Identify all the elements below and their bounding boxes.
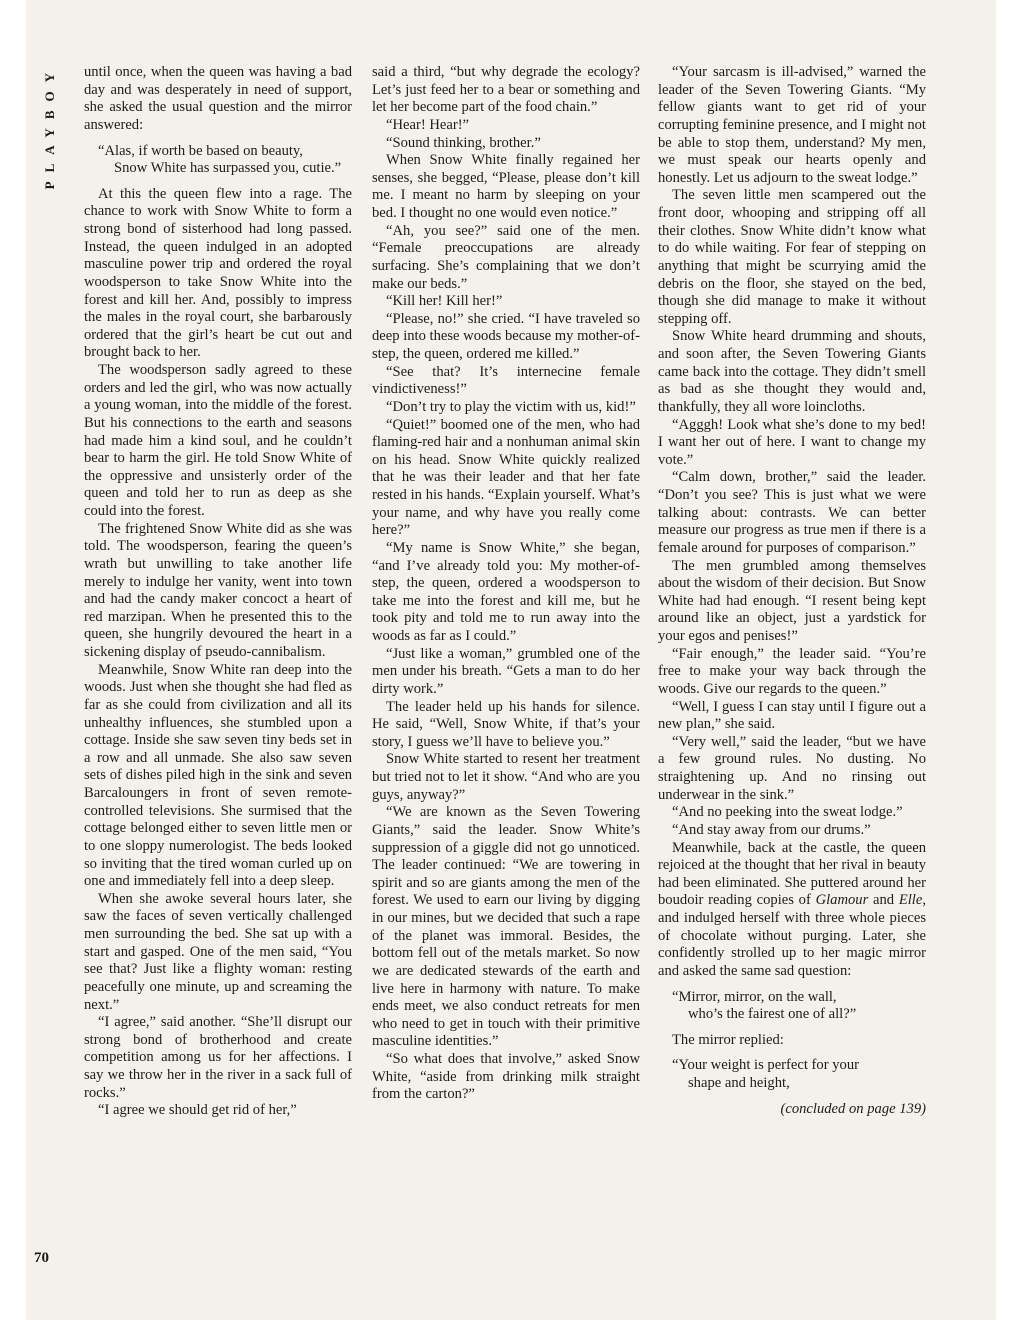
text-column-1 (84, 64, 352, 1120)
paragraph: said a third, “but why degrade the ecology? Let’s just feed her to a bear or something and let her become part of the food chain.” (372, 64, 640, 116)
paragraph: “Very well,” said the leader, “but we have a few ground rules. No dusting. No straightening up. And no rinsing out underwear in the sink.” (658, 733, 926, 803)
mirror-verse (658, 1057, 926, 1092)
text-column-2 (372, 64, 640, 1104)
page-number: 70 (34, 1250, 49, 1266)
paragraph: “And stay away from our drums.” (672, 821, 871, 838)
paragraph: Meanwhile, Snow White ran deep into the woods. Just when she thought she had fled as far as she could from civilization and all its unhealthy influences, she stumbled upon a cottage. Inside she saw seven tiny beds set in a row and all unmade. She also saw seven sets of dishes piled high in the sink and seven Barcaloungers in front of seven remote-controlled televisions. She surmised that the cottage belonged either to seven little men or to one sloppy numerologist. The beds looked so inviting that the tired woman curled up on one and immediately fell into a deep sleep. (84, 661, 352, 890)
paragraph: When she awoke several hours later, she saw the faces of seven vertically challenged men surrounding the bed. She sat up with a start and gasped. One of the men said, “You see that? Just like a flighty woman: resting peacefully one minute, up and screaming the next.” (84, 890, 352, 1013)
mirror-verse (658, 989, 926, 1024)
verse-line: “Your weight is perfect for your (672, 1057, 859, 1074)
magazine-title-glamour: Glamour (815, 892, 869, 909)
magazine-title-elle: Elle (898, 892, 923, 909)
paragraph: “I agree we should get rid of her,” (98, 1102, 297, 1119)
paragraph-text: Meanwhile, back at the castle, the queen rejoiced at the thought that her rival in beauty had been eliminated. She puttered around her boudoir reading copies of (658, 839, 926, 909)
paragraph-text: and (868, 892, 899, 909)
paragraph-text: , and indulged herself with three whole pieces of chocolate without purging. Later, she confidently strolled up to her magic mirror and asked the same sad question: (658, 892, 926, 979)
paragraph: “Your sarcasm is ill-advised,” warned the leader of the Seven Towering Giants. “My fellow giants want to get rid of your corrupting feminine presence, and I might not be able to stop them, understand? My men, we must speak our hearts openly and honestly. Let us adjourn to the sweat lodge.” (658, 64, 926, 186)
paragraph: “Kill her! Kill her!” (386, 293, 503, 310)
paragraph: “Quiet!” boomed one of the men, who had flaming-red hair and a nonhuman animal skin on his head. Snow White quickly realized that he was their leader and that her fate rested in his hands. “Explain yourself. What’s your name, and why have you really come here?” (372, 416, 640, 539)
paragraph: The mirror replied: (672, 1031, 784, 1048)
paragraph: “Just like a woman,” grumbled one of the men under his breath. “Gets a man to do her dirty work.” (372, 645, 640, 697)
paragraph: “Well, I guess I can stay until I figure out a new plan,” she said. (658, 698, 926, 733)
paragraph: until once, when the queen was having a bad day and was desperately in need of support, she asked the usual question and the mirror answered: (84, 64, 352, 133)
paragraph: “We are known as the Seven Towering Giants,” said the leader. Snow White’s suppression of a giggle did not go unnoticed. The leader continued: “We are towering in spirit and so are giants among the men of the forest. We used to earn our living by digging in our mines, but we decided that such a rape of the planet was immoral. Besides, the bottom fell out of the metals market. So now we are dedicated stewards of the earth and live here in harmony with nature. To make ends meet, we also conduct retreats for men who need to get in touch with their primitive masculine identities.” (372, 804, 640, 1050)
paragraph: The seven little men scampered out the front door, whooping and stripping off all their clothes. Snow White didn’t know what to do while waiting. For fear of stepping on anything that might be scurrying amid the debris on the floor, she stayed on the bed, though she did manage to make it without stepping off. (658, 187, 926, 327)
paragraph: The men grumbled among themselves about the wisdom of their decision. But Snow White had had enough. “I resent being kept around like an object, just a yardstick for your egos and penises!” (658, 557, 926, 644)
paragraph: “Don’t try to play the victim with us, kid!” (386, 398, 636, 415)
paragraph: “And no peeking into the sweat lodge.” (672, 804, 903, 821)
continuation-note: (concluded on page 139) (780, 1100, 926, 1117)
running-head: PLAYBOY (42, 64, 57, 190)
paragraph: “Fair enough,” the leader said. “You’re free to make your way back through the woods. Give our regards to the queen.” (658, 645, 926, 697)
verse-line: who’s the fairest one of all?” (688, 1006, 857, 1023)
paragraph: “Agggh! Look what she’s done to my bed! I want her out of here. I want to change my vote.” (658, 416, 926, 468)
paragraph: Snow White heard drumming and shouts, and soon after, the Seven Towering Giants came back into the cottage. They didn’t smell as bad as she thought they would and, thankfully, they all wore loincloths. (658, 328, 926, 415)
paragraph: “Please, no!” she cried. “I have traveled so deep into these woods because my mother-of-step, the queen, ordered me killed.” (372, 310, 640, 362)
mirror-verse (84, 143, 352, 178)
paragraph: When Snow White finally regained her senses, she begged, “Please, please don’t kill me. I meant no harm by sleeping on your bed. I thought no one would even notice.” (372, 152, 640, 221)
verse-line: shape and height, (688, 1075, 790, 1091)
verse-line: Snow White has surpassed you, cutie.” (114, 160, 342, 177)
paragraph: “See that? It’s internecine female vindictiveness!” (372, 363, 640, 398)
paragraph: The leader held up his hands for silence. He said, “Well, Snow White, if that’s your story, I guess we’ll have to believe you.” (372, 698, 640, 750)
paragraph: The frightened Snow White did as she was told. The woodsperson, fearing the queen’s wrath but unwilling to take another life merely to indulge her vanity, went into town and had the candy maker concoct a heart of red marzipan. When he presented this to the queen, she hungrily devoured the heart in a sickening display of pseudo-cannibalism. (84, 520, 352, 660)
paragraph: The woodsperson sadly agreed to these orders and led the girl, who was now actually a young woman, into the middle of the forest. But his connections to the earth and seasons had made him a kind soul, and he couldn’t bear to harm the girl. He told Snow White of the oppressive and unsisterly order of the queen and told her to run as deep as she could into the forest. (84, 362, 352, 519)
paragraph: At this the queen flew into a rage. The chance to work with Snow White to form a strong bond of sisterhood had long passed. Instead, the queen indulged in an adopted masculine power trip and ordered the royal woodsperson to take Snow White into the forest and kill her. And, possibly to impress the males in the royal court, she barbarously ordered that the girl’s heart be cut out and brought back to her. (84, 185, 352, 361)
paragraph: “My name is Snow White,” she began, “and I’ve already told you: My mother-of-step, the queen, ordered a woodsperson to take me into the forest and kill me, but he took pity and told me to run away into the woods as far as I could.” (372, 539, 640, 644)
magazine-page (26, 0, 996, 1320)
text-column-3 (658, 64, 926, 1118)
verse-line: “Mirror, mirror, on the wall, (672, 988, 837, 1005)
paragraph: “Hear! Hear!” (386, 116, 470, 133)
paragraph: “I agree,” said another. “She’ll disrupt our strong bond of brotherhood and create competition among us for her affections. I say we throw her in the river in a sack full of rocks.” (84, 1014, 352, 1101)
verse-line: “Alas, if worth be based on beauty, (98, 142, 303, 159)
paragraph: “Calm down, brother,” said the leader. “Don’t you see? This is just what we were talking about: contrasts. We can better measure our progress as true men if there is a female around for purposes of comparison.” (658, 469, 926, 556)
paragraph: Snow White started to resent her treatment but tried not to let it show. “And who are you guys, anyway?” (372, 751, 640, 803)
paragraph: “Sound thinking, brother.” (386, 134, 541, 151)
paragraph: “So what does that involve,” asked Snow White, “aside from drinking milk straight from the carton?” (372, 1051, 640, 1103)
paragraph (658, 840, 926, 981)
paragraph: “Ah, you see?” said one of the men. “Female preoccupations are already surfacing. She’s complaining that we don’t make our beds.” (372, 222, 640, 292)
